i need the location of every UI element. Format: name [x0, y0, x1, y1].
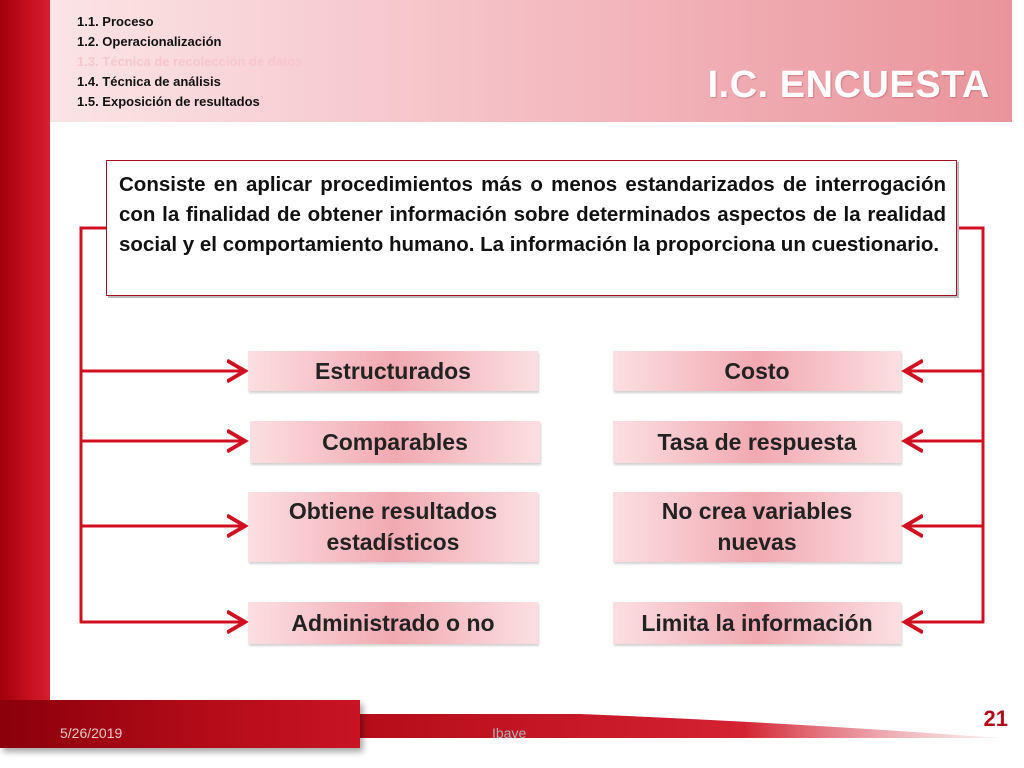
slide-title: I.C. ENCUESTA [707, 64, 990, 106]
definition-text: Consiste en aplicar procedimientos más o menos estandarizados de interrogación con la finalidad de obtener información sobre determinados aspectos de la realidad social y el comportamiento humano. La información la proporciona un cuestionario. [119, 173, 946, 256]
outline-item-current: 1.3. Técnica de recolección de datos [77, 54, 303, 69]
advantage-label: Estructurados [315, 357, 471, 384]
advantage-box [248, 492, 538, 562]
advantage-box [250, 421, 540, 463]
advantage-box [248, 351, 538, 391]
footer-date: 5/26/2019 [60, 725, 123, 741]
outline-item: 1.4. Técnica de análisis [77, 74, 221, 89]
advantage-label: Administrado o no [291, 609, 495, 636]
definition-box [106, 160, 957, 296]
advantage-box [248, 602, 538, 644]
footer-author: Ibave [492, 725, 527, 741]
advantage-label: Comparables [322, 428, 468, 455]
left-bracket-line [81, 228, 106, 622]
disadvantage-label: Costo [724, 357, 790, 384]
disadvantage-label: Limita la información [641, 609, 873, 636]
footer-swoosh [360, 714, 1020, 740]
outline-item: 1.2. Operacionalización [77, 34, 222, 49]
disadvantage-box [613, 492, 901, 562]
disadvantage-label: No crea variables nuevas [661, 498, 853, 555]
disadvantage-box [613, 602, 901, 644]
disadvantage-label: Tasa de respuesta [657, 428, 857, 455]
disadvantage-box [613, 421, 901, 463]
outline-item: 1.5. Exposición de resultados [77, 94, 260, 109]
outline-item: 1.1. Proceso [77, 14, 154, 29]
right-bracket-line [957, 228, 983, 622]
slide-number: 21 [983, 706, 1008, 731]
footer-band [0, 700, 360, 748]
disadvantage-box [613, 351, 901, 391]
advantage-label: Obtiene resultados estadísticos [288, 498, 498, 555]
